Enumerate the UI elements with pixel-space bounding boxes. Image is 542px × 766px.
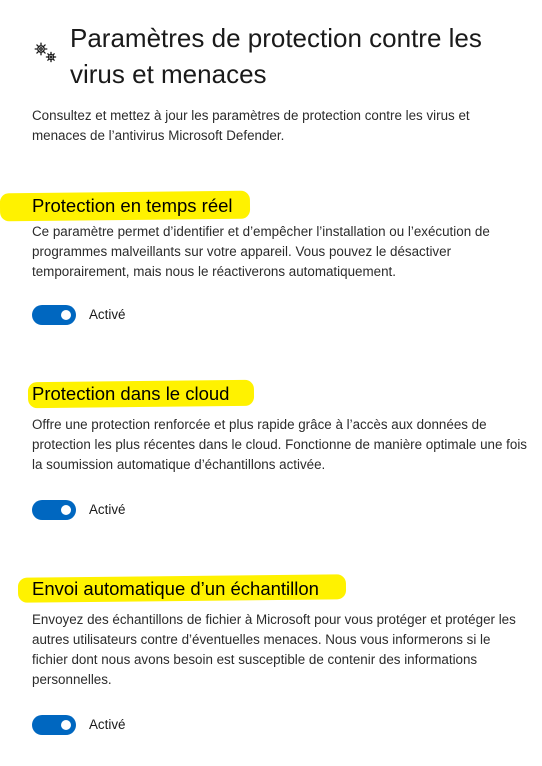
toggle-state-label: Activé (89, 502, 126, 517)
toggle-state-label: Activé (89, 307, 126, 322)
toggle-knob (61, 720, 71, 730)
section-title-text: Envoi automatique d’un échantillon (32, 578, 319, 599)
toggle-knob (61, 310, 71, 320)
automatic-sample-submission-toggle[interactable] (32, 715, 76, 735)
real-time-protection-toggle[interactable] (32, 305, 76, 325)
gears-icon (32, 40, 62, 66)
section-description: Offre une protection renforcée et plus rapide grâce à l’accès aux données de protection les plus récentes dans le cloud. Fonctionne de manière optimale une fois la soumission automatique d’échantillons activée. (32, 417, 528, 472)
toggle-row (32, 500, 232, 522)
section-title-text: Protection en temps réel (32, 195, 233, 216)
cloud-protection-toggle[interactable] (32, 500, 76, 520)
toggle-state-label: Activé (89, 717, 126, 732)
toggle-knob (61, 505, 71, 515)
section-description: Envoyez des échantillons de fichier à Microsoft pour vous protéger et protéger les autres utilisateurs contre d’éventuelles menaces. Nous vous informerons si le fichier dont nous avons besoin est susceptible de contenir des informations personnelles. (32, 612, 516, 687)
page-description: Consultez et mettez à jour les paramètres de protection contre les virus et menaces de l’antivirus Microsoft Defender. (32, 108, 470, 143)
section-description: Ce paramètre permet d’identifier et d’empêcher l’installation ou l’exécution de programmes malveillants sur votre appareil. Vous pouvez le désactiver temporairement, mais nous le réactiverons automatiquement. (32, 224, 490, 279)
toggle-row (32, 715, 232, 737)
page-title: Paramètres de protection contre les virus et menaces (70, 23, 482, 89)
toggle-row (32, 305, 232, 327)
section-title-text: Protection dans le cloud (32, 383, 230, 404)
